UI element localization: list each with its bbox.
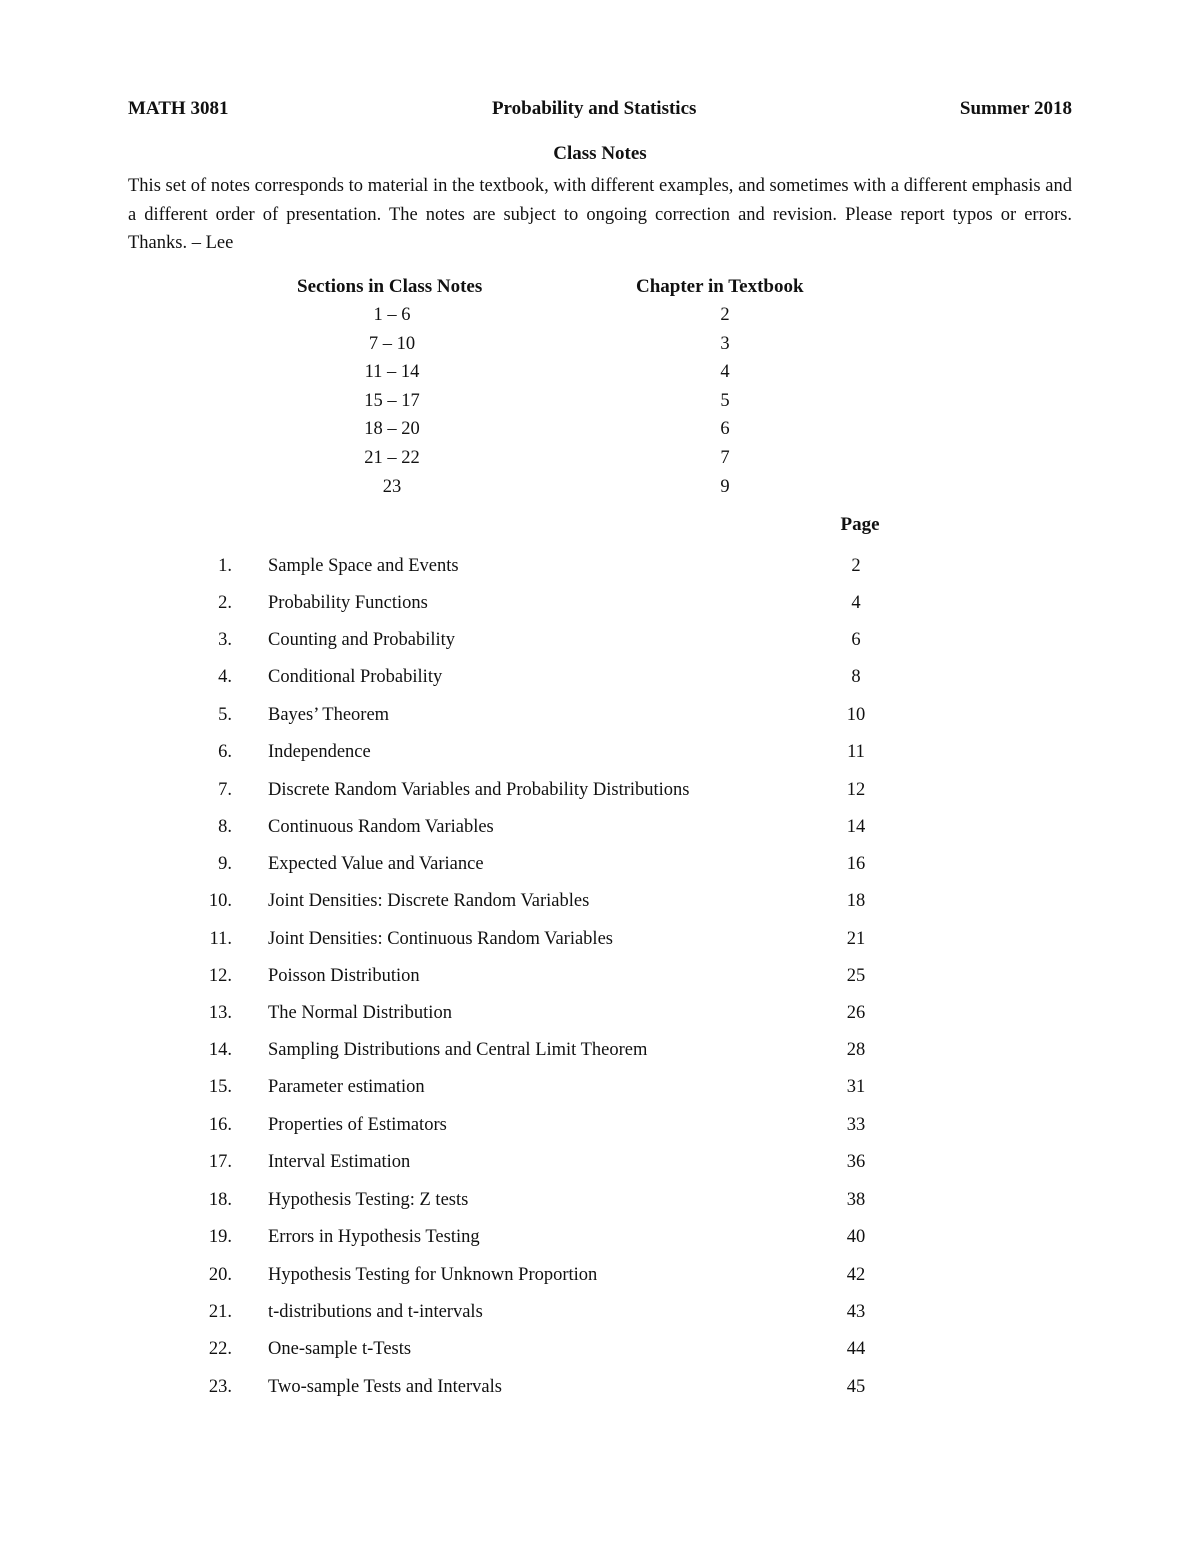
- toc-row: [0, 854, 1200, 884]
- toc-number: 8.: [218, 817, 232, 837]
- mapping-row: [0, 334, 1200, 362]
- toc-page: 6: [851, 630, 861, 650]
- toc-number: 6.: [218, 742, 232, 762]
- toc-title: Bayes’ Theorem: [268, 705, 390, 725]
- toc-number: 12.: [208, 966, 232, 986]
- toc-row: [0, 891, 1200, 921]
- toc-page: 16: [846, 854, 866, 874]
- toc-title: Discrete Random Variables and Probability Distributions: [268, 780, 690, 800]
- mapping-sections: 1 – 6: [373, 305, 411, 325]
- toc-page: 4: [851, 593, 861, 613]
- toc-title: Joint Densities: Continuous Random Variables: [268, 929, 613, 949]
- toc-row: [0, 630, 1200, 660]
- mapping-row: [0, 477, 1200, 505]
- toc-page: 2: [851, 556, 861, 576]
- toc-number: 7.: [218, 780, 232, 800]
- toc-number: 14.: [208, 1040, 232, 1060]
- mapping-chapter: 2: [720, 305, 730, 325]
- toc-title: Joint Densities: Discrete Random Variables: [268, 891, 590, 911]
- toc-title: Continuous Random Variables: [268, 817, 494, 837]
- toc-row: [0, 966, 1200, 996]
- mapping-row: [0, 305, 1200, 333]
- toc-row: [0, 1115, 1200, 1145]
- toc-page: 36: [846, 1152, 866, 1172]
- toc-page: 10: [846, 705, 866, 725]
- toc-title: One-sample t-Tests: [268, 1339, 412, 1359]
- toc-page-header: Page: [840, 514, 880, 535]
- mapping-chapter: 9: [720, 477, 730, 497]
- toc-title: Independence: [268, 742, 371, 762]
- toc-page: 40: [846, 1227, 866, 1247]
- toc-title: Sampling Distributions and Central Limit Theorem: [268, 1040, 648, 1060]
- course-term: Summer 2018: [959, 98, 1072, 119]
- toc-number: 11.: [209, 929, 232, 949]
- toc-page: 25: [846, 966, 866, 986]
- toc-title: Expected Value and Variance: [268, 854, 484, 874]
- toc-page: 43: [846, 1302, 866, 1322]
- toc-title: Poisson Distribution: [268, 966, 420, 986]
- toc-row: [0, 705, 1200, 735]
- toc-number: 17.: [208, 1152, 232, 1172]
- toc-row: [0, 1077, 1200, 1107]
- toc-number: 23.: [208, 1377, 232, 1397]
- toc-number: 21.: [208, 1302, 232, 1322]
- toc-page: 11: [847, 742, 865, 762]
- toc-title: Errors in Hypothesis Testing: [268, 1227, 480, 1247]
- mapping-chapter: 4: [720, 362, 730, 382]
- mapping-header-chapter: Chapter in Textbook: [636, 276, 804, 297]
- mapping-chapter: 5: [720, 391, 730, 411]
- toc-row: [0, 1152, 1200, 1182]
- mapping-header-sections: Sections in Class Notes: [297, 276, 483, 297]
- toc-number: 13.: [208, 1003, 232, 1023]
- mapping-sections: 23: [382, 477, 402, 497]
- toc-title: Sample Space and Events: [268, 556, 459, 576]
- toc-page: 14: [846, 817, 866, 837]
- toc-number: 19.: [208, 1227, 232, 1247]
- mapping-chapter: 7: [720, 448, 730, 468]
- toc-title: Hypothesis Testing: Z tests: [268, 1190, 469, 1210]
- mapping-sections: 18 – 20: [364, 419, 420, 439]
- document-header: [128, 98, 1072, 120]
- toc-number: 1.: [218, 556, 232, 576]
- toc-number: 15.: [208, 1077, 232, 1097]
- toc-page: 12: [846, 780, 866, 800]
- toc-number: 9.: [218, 854, 232, 874]
- mapping-sections: 15 – 17: [364, 391, 420, 411]
- toc-page: 42: [846, 1265, 866, 1285]
- toc-title: Parameter estimation: [268, 1077, 425, 1097]
- toc-row: [0, 1377, 1200, 1407]
- toc-row: [0, 1190, 1200, 1220]
- toc-page: 28: [846, 1040, 866, 1060]
- mapping-row: [0, 419, 1200, 447]
- toc-page: 38: [846, 1190, 866, 1210]
- toc-page: 31: [846, 1077, 866, 1097]
- toc-number: 3.: [218, 630, 232, 650]
- toc-title: t-distributions and t-intervals: [268, 1302, 483, 1322]
- mapping-row: [0, 448, 1200, 476]
- toc-row: [0, 1339, 1200, 1369]
- toc-row: [0, 780, 1200, 810]
- toc-number: 20.: [208, 1265, 232, 1285]
- mapping-row: [0, 391, 1200, 419]
- toc-page: 33: [846, 1115, 866, 1135]
- toc-page: 26: [846, 1003, 866, 1023]
- toc-row: [0, 1302, 1200, 1332]
- toc-row: [0, 1265, 1200, 1295]
- toc-title: Interval Estimation: [268, 1152, 411, 1172]
- toc-title: Conditional Probability: [268, 667, 443, 687]
- toc-row: [0, 1040, 1200, 1070]
- toc-title: Probability Functions: [268, 593, 428, 613]
- mapping-row: [0, 362, 1200, 390]
- mapping-sections: 7 – 10: [368, 334, 416, 354]
- toc-row: [0, 742, 1200, 772]
- toc-title: Two-sample Tests and Intervals: [268, 1377, 502, 1397]
- mapping-chapter: 6: [720, 419, 730, 439]
- toc-row: [0, 929, 1200, 959]
- mapping-chapter: 3: [720, 334, 730, 354]
- toc-row: [0, 593, 1200, 623]
- toc-page: 8: [851, 667, 861, 687]
- toc-row: [0, 556, 1200, 586]
- toc-page: 21: [846, 929, 866, 949]
- mapping-sections: 21 – 22: [364, 448, 420, 468]
- toc-number: 22.: [208, 1339, 232, 1359]
- toc-row: [0, 667, 1200, 697]
- intro-paragraph: This set of notes corresponds to material in the textbook, with different examples, and sometimes with a different emphasis and a different order of presentation. The notes are subject to ongoing correction and revision. Please report typos or errors. Thanks. – Lee: [128, 176, 1072, 253]
- toc-title: Hypothesis Testing for Unknown Proportion: [268, 1265, 598, 1285]
- toc-row: [0, 817, 1200, 847]
- toc-number: 4.: [218, 667, 232, 687]
- toc-row: [0, 1003, 1200, 1033]
- toc-title: Properties of Estimators: [268, 1115, 447, 1135]
- toc-title: Counting and Probability: [268, 630, 456, 650]
- toc-page: 18: [846, 891, 866, 911]
- toc-number: 18.: [208, 1190, 232, 1210]
- toc-row: [0, 1227, 1200, 1257]
- toc-number: 10.: [208, 891, 232, 911]
- toc-number: 16.: [208, 1115, 232, 1135]
- toc-title: The Normal Distribution: [268, 1003, 452, 1023]
- toc-number: 5.: [218, 705, 232, 725]
- course-code: MATH 3081: [128, 98, 229, 119]
- page-title: Class Notes: [553, 143, 647, 164]
- course-subject: Probability and Statistics: [491, 98, 697, 119]
- mapping-sections: 11 – 14: [364, 362, 420, 382]
- toc-page: 44: [846, 1339, 866, 1359]
- toc-number: 2.: [218, 593, 232, 613]
- toc-page: 45: [846, 1377, 866, 1397]
